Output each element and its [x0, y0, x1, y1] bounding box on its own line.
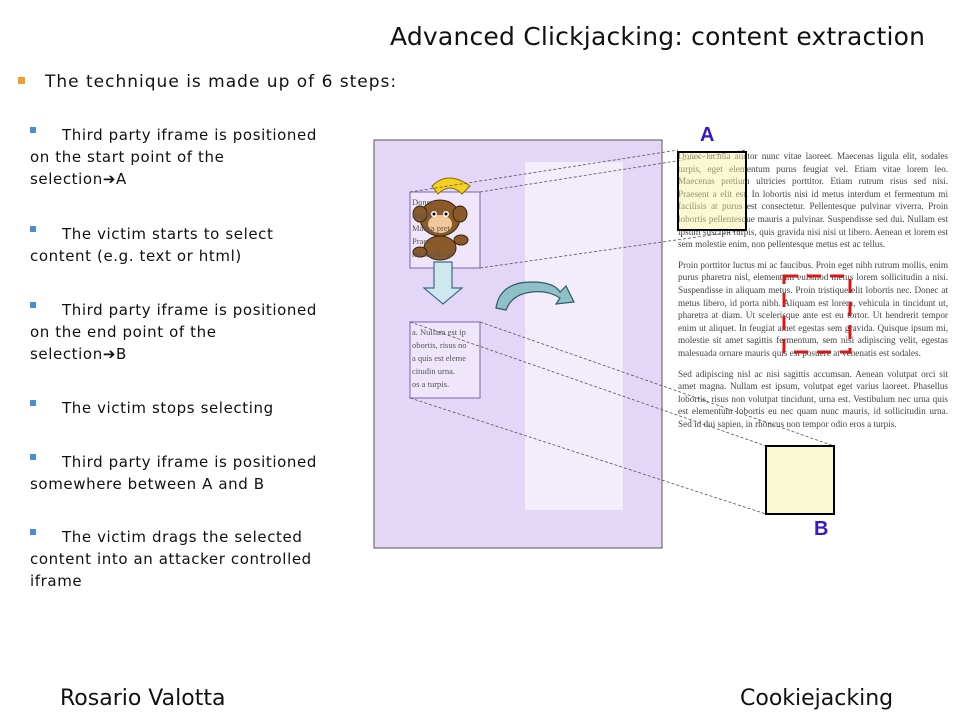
step-line: Third party iframe is positioned [62, 301, 317, 319]
step-line: The victim stops selecting [62, 399, 274, 417]
step-line: iframe [30, 572, 83, 590]
frame-line: os a turpis. [412, 379, 450, 389]
intro-text: The technique is made up of 6 steps: [45, 72, 398, 92]
frame-line: turpis [412, 210, 432, 220]
frame-line: a. Nullam est ip [412, 327, 466, 337]
step-line: selection➔B [30, 345, 127, 363]
page-paragraph: Sed adipiscing nisl ac nisi sagittis accumsan. Aenean volutpat orci sit amet magna. Nullam est ipsum, volutpat eget varius laoreet. Phasellus lobortis, risus non volutpat tincidunt, urna est. Vestibulum nec urna quis est elementum lobortis eu nec quam nunc mauris, id sollicitudin urna. Sed id dui sapien, in rhoncus non tempor odio eros a turpis. [678, 368, 948, 429]
frame-line: mi facilis at [412, 249, 453, 259]
victim-page-text [678, 150, 948, 520]
frame-line: a quis est eleme [412, 353, 467, 363]
step-line: selection➔A [30, 170, 127, 188]
footer-topic: Cookiejacking [740, 686, 894, 711]
frame-line: citudin urna. [412, 366, 455, 376]
footer-author: Rosario Valotta [60, 686, 226, 711]
label-b: B [814, 518, 829, 540]
step-line: content into an attacker controlled [30, 550, 312, 568]
step-line: somewhere between A and B [30, 475, 265, 493]
frame-line: Maeca pret [412, 223, 450, 233]
page-paragraph: Proin porttitor luctus mi ac faucibus. Proin eget nibh rutrum mollis, enim purus pharetra nisl, elementum euismod metus lorem sollicitudin a nisi. Suspendisse in aliquam metus. Proin tristique elit lobortis nec. Donec at metus libero, id porta nibh. Aliquam est lorem, vehicula in tincidunt ut, pharetra at diam. Ut scelerisque ante est eu tortor. Ut hendrerit tempor enim ut aliquet. In feugiat amet egestas sem gravida. Quisque ipsum mi, molestie sit amet sagittis fermentum, sem nisi adipiscing velit, egestas malesuada ornare mauris quis est posuere at venenatis est sodales. [678, 259, 948, 358]
step-line: The victim drags the selected [62, 528, 303, 546]
iframe-end-text [412, 326, 478, 396]
step-line: on the end point of the [30, 323, 217, 341]
frame-line: Donec [412, 197, 435, 207]
page-paragraph: Donec lacinia auctor nunc vitae laoreet. Maecenas ligula elit, sodales turpis, eget elementum purus feugiat vel. Etiam vitae lorem leo. Maecenas pretium ultricies porttitor. Etiam rutrum risus sed nisi. Praesent a elit est. In lobortis nisi id metus interdum et fermentum mi facilisis at purus est consectetur. Pellentesque pulvinar viverra. Proin lobortis pellentesque mauris a pulvinar. Suspendisse sed dui. Nullam est ipsum suscipit turpis, quis gravida nisi nisi ut libero. Aenean et lorem est sem molestie enim, non pellentesque metus est ac tellus. [678, 151, 948, 250]
label-a: A [700, 124, 715, 146]
attacker-page-inner [525, 162, 623, 510]
frame-line: Praes [412, 236, 431, 246]
slide-title: Advanced Clickjacking: content extraction [390, 22, 926, 51]
frame-line: obortis, risus no [412, 340, 467, 350]
step-line: on the start point of the [30, 148, 225, 166]
step-line: The victim starts to select [62, 225, 274, 243]
step-line: content (e.g. text or html) [30, 247, 242, 265]
step-line: Third party iframe is positioned [62, 126, 317, 144]
iframe-start-text [412, 196, 478, 266]
step-line: Third party iframe is positioned [62, 453, 317, 471]
